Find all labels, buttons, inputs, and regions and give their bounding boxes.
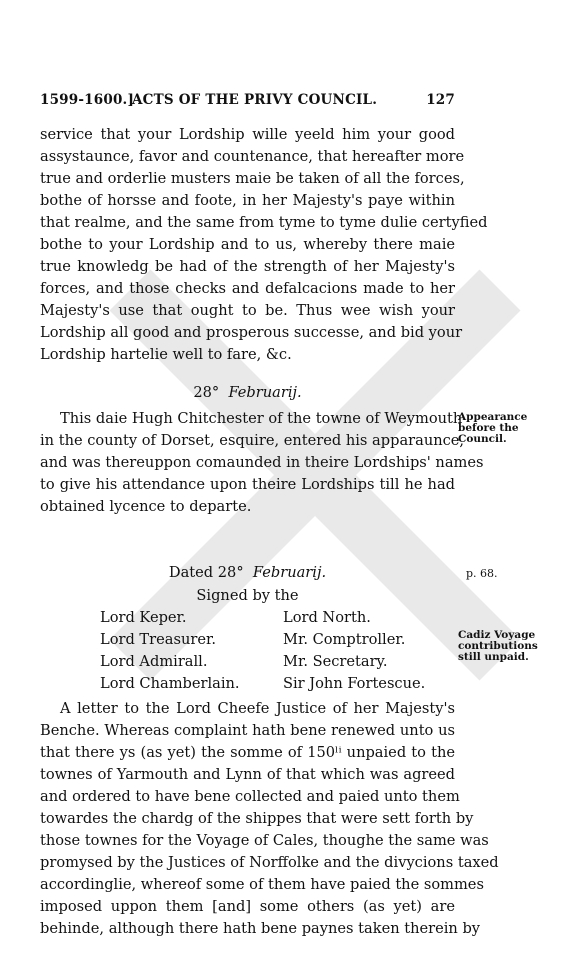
signatories-left-column [100,607,240,695]
signatory: Lord Keper. [100,609,187,626]
text-line: Majesty's use that ought to be. Thus wee wish your [40,302,455,319]
text-line: service that your Lordship wille yeeld him your good [40,126,455,143]
text-line: assystaunce, favor and countenance, that hereafter more [40,148,465,165]
dated-prefix: Dated 28° [168,564,244,581]
text-line: accordinglie, whereof some of them have paied the sommes [40,876,484,893]
text-line: Benche. Whereas complaint hath bene renewed unto us [40,722,455,739]
text-line: imposed uppon them [and] some others (as yet) are [40,898,455,915]
text-line: bothe of horsse and foote, in her Majesty's paye within [40,192,455,209]
signatory: Sir John Fortescue. [283,675,426,692]
dated-heading [40,562,455,584]
text-line: towardes the chardg of the shippes that were sett forth by [40,810,474,827]
text-line: A letter to the Lord Cheefe Justice of her Majesty's [60,700,455,717]
text-line: Lordship all good and prosperous successe, and bid your [40,324,463,341]
signed-by-label: Signed by the [196,587,299,604]
running-header [40,92,455,112]
page-reference: p. 68. [466,567,498,580]
text-line: bothe to your Lordship and to us, whereby there maie [40,236,455,253]
signatory: Lord North. [283,609,371,626]
signatory: Mr. Comptroller. [283,631,406,648]
text-line: true knowledg be had of the strength of her Majesty's [40,258,455,275]
date-month: Februarij. [228,384,302,401]
margin-note-cadiz [458,630,558,663]
margin-line: still unpaid. [458,651,529,663]
date-heading [40,382,455,404]
text-line: that there ys (as yet) the somme of 150ˡⁱ unpaied to the [40,744,455,761]
header-years: 1599-1600.] [40,92,135,108]
text-line: in the county of Dorset, esquire, entered his apparaunce, [40,432,465,449]
text-line: behinde, although there hath bene paynes taken therein by [40,920,481,937]
margin-line: contributions [458,640,538,652]
margin-line: Appearance [458,411,528,423]
signatory: Mr. Secretary. [283,653,388,670]
margin-line: Cadiz Voyage [458,629,536,641]
text-line: obtained lycence to departe. [40,498,252,515]
date-day: 28° [193,384,220,401]
text-line: that realme, and the same from tyme to tyme dulie certyfied [40,214,488,231]
text-line: forces, and those checks and defalcacions made to her [40,280,455,297]
text-line: promysed by the Justices of Norffolke and the divycions taxed [40,854,499,871]
text-line: townes of Yarmouth and Lynn of that which was agreed [40,766,455,783]
text-line: and ordered to have bene collected and paied unto them [40,788,460,805]
text-line: and was thereuppon comaunded in theire Lordships' names [40,454,484,471]
text-line: true and orderlie musters maie be taken of all the forces, [40,170,465,187]
text-line: This daie Hugh Chitchester of the towne of Weymouth [60,410,463,427]
signatory: Lord Admirall. [100,653,208,670]
margin-note-appearance [458,412,558,445]
signatories-right-column [283,607,425,695]
text-line: those townes for the Voyage of Cales, thoughe the same was [40,832,489,849]
text-line: Lordship hartelie well to fare, &c. [40,346,292,363]
text-line: to give his attendance upon theire Lordships till he had [40,476,455,493]
dated-month: Februarij. [252,564,327,581]
page-number: 127 [426,92,455,108]
margin-line: before the [458,422,519,434]
signatory: Lord Treasurer. [100,631,216,648]
header-title: ACTS OF THE PRIVY COUNCIL. [132,92,378,108]
signatory: Lord Chamberlain. [100,675,240,692]
margin-line: Council. [458,433,507,445]
